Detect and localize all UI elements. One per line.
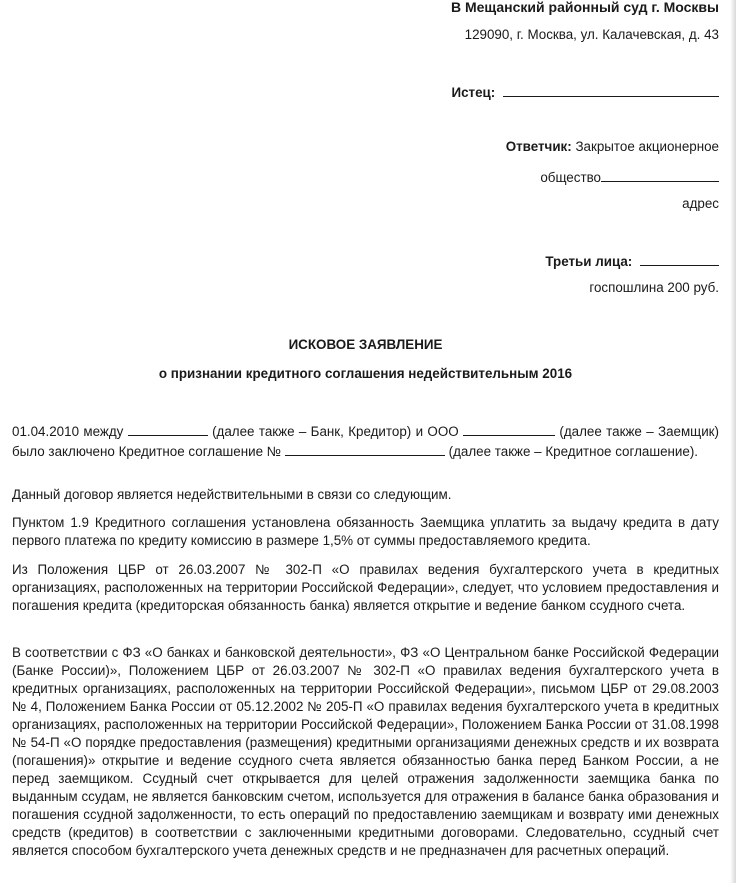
p1-text-b: (далее также – Банк, Кредитор) и ООО [212,424,459,439]
p1-text-a: 01.04.2010 между [12,424,124,439]
document-subtitle: о признании кредитного соглашения недействительным 2016 [158,366,573,381]
third-parties-line [545,251,719,271]
defendant-line-2 [540,167,719,187]
defendant-blank [601,167,719,182]
document-title: ИСКОВОЕ ЗАЯВЛЕНИЕ [288,337,443,352]
defendant-line [506,138,719,156]
page-edge-shadow [730,0,736,883]
state-fee: госпошлина 200 руб. [589,280,719,295]
third-parties-blank [640,251,719,266]
paragraph-2: Данный договор является недействительными в связи со следующим. [12,487,452,502]
paragraph-5: В соответствии с ФЗ «О банках и банковской деятельности», ФЗ «О Центральном банке Российской Федерации (Банке России)», Положением ЦБР от 26.03.2007 № 302-П «О правилах ведения бухгалтерского учета в кредитных организациях, расположенных на территории Российской Федерации», письмом ЦБР от 29.08.2003 № 4, Положением Банка России от 05.12.2002 № 205-П «О правилах ведения бухгалтерского учета в кредитных организациях, расположенных на территории Российской Федерации», Положением Банка России от 31.08.1998 № 54-П «О порядке предоставления (размещения) кредитными организациями денежных средств и их возврата (погашения)» открытие и ведение ссудного счета является обязанностью банка перед Банком России, а не перед заемщиком. Ссудный счет открывается для целей отражения задолженности заемщика банка по выданным ссудам, не является банковским счетом, используется для отражения в балансе банка образования и погашения ссудной задолженности, то есть операций по предоставлению заемщикам и возврату ими денежных средств (кредитов) в соответствии с заключенными кредитными договорами. Следовательно, ссудный счет является способом бухгалтерского учета денежных средств и не предназначен для расчетных операций. [12,645,719,858]
defendant-address: адрес [682,196,719,211]
bank-blank [128,421,208,436]
plaintiff-label: Истец: [451,85,496,100]
third-parties-label: Третьи лица: [545,254,633,269]
company-blank [463,421,555,436]
plaintiff-line [451,82,719,102]
court-address: 129090, г. Москва, ул. Калачевская, д. 43 [464,27,719,42]
plaintiff-blank [503,82,719,97]
paragraph-3: Пунктом 1.9 Кредитного соглашения установлена обязанность Заемщика уплатить за выдачу кредита в дату первого платежа по кредиту комиссию в размере 1,5% от суммы предоставляемого кредита. [12,515,719,548]
p1-text-d: (далее также – Кредитное соглашение). [448,444,699,459]
defendant-text-1: Закрытое акционерное [575,139,719,154]
defendant-label: Ответчик: [505,139,572,154]
paragraph-1 [12,421,719,461]
court-name: В Мещанский районный суд г. Москвы [450,0,719,15]
p1-text-c: (далее также – Заемщик) было заключено Кредитное соглашение № [12,424,719,459]
defendant-text-2: общество [540,170,601,185]
paragraph-4: Из Положения ЦБР от 26.03.2007 № 302-П «О правилах ведения бухгалтерского учета в кредитных организациях, расположенных на территории Российской Федерации», следует, что условием предоставления и погашения кредита (кредиторская обязанность банка) является открытие и ведение банком ссудного счета. [12,562,719,613]
agreement-number-blank [285,441,445,456]
